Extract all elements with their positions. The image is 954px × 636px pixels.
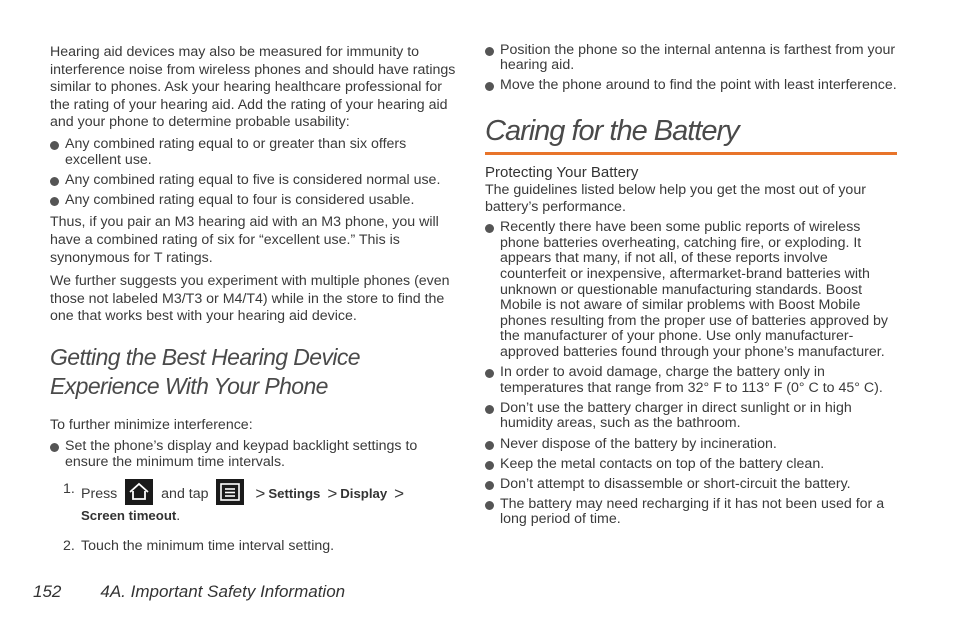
menu-icon (216, 479, 244, 505)
page-footer (33, 582, 345, 602)
antenna-list (485, 43, 897, 94)
list-item: The battery may need recharging if it has not been used for a long period of time. (485, 497, 897, 528)
bullet-icon (50, 141, 59, 150)
experiment-paragraph: We further suggests you experiment with multiple phones (even those not labeled M3/T3 or M4/T4) while in the store to find the one that works best with your hearing aid device. (50, 273, 450, 325)
list-item: Position the phone so the internal antenna is farthest from your hearing aid. (485, 43, 897, 74)
page-number: 152 (33, 582, 62, 601)
screen-timeout-label: Screen timeout (81, 508, 177, 524)
bullet-icon (50, 197, 59, 206)
section-heading: Getting the Best Hearing Device Experience With Your Phone (50, 343, 360, 399)
bullet-icon (485, 501, 494, 510)
battery-list (485, 220, 897, 528)
list-item: Recently there have been some public reports of wireless phone batteries overheating, catching fire, or exploding. It appears that many, if not all, of these reports involve counterfeit or inexpensive, aftermarket-brand batteries with unknown or questionable manufacturing standards. Boost Mobile is not aware of similar problems with Boost Mobile phones resulting from the proper use of batteries approved by the manufacturer of your phone. Use only manufacturer-approved batteries found through your phone’s manufacturer. (485, 220, 897, 360)
bullet-icon (485, 481, 494, 490)
steps-list (50, 481, 460, 555)
bullet-icon (485, 224, 494, 233)
protecting-battery-subheading: Protecting Your Battery (485, 163, 639, 181)
list-item: Don’t use the battery charger in direct sunlight or in high humidity areas, such as the bathroom. (485, 401, 897, 432)
settings-menu-label: Settings (268, 485, 321, 501)
guidelines-paragraph: The guidelines listed below help you get the most out of your battery’s performance. (485, 181, 866, 215)
bullet-icon (50, 177, 59, 186)
battery-heading: Caring for the Battery (485, 114, 739, 147)
bullet-icon (485, 47, 494, 56)
list-item: Never dispose of the battery by incineration. (485, 437, 897, 453)
list-item: Any combined rating equal to four is considered usable. (50, 193, 460, 209)
display-menu-label: Display (340, 485, 388, 501)
list-item: In order to avoid damage, charge the battery only in temperatures that range from 32° F to 113° F (0° C to 45° C). (485, 365, 897, 396)
minimize-intro: To further minimize interference: (50, 416, 253, 433)
list-item: Set the phone’s display and keypad backlight settings to ensure the minimum time intervals. (50, 439, 460, 470)
home-icon (125, 479, 153, 505)
settings-list (50, 439, 460, 470)
bullet-icon (485, 82, 494, 91)
list-item: Don’t attempt to disassemble or short-circuit the battery. (485, 477, 897, 493)
bullet-icon (485, 441, 494, 450)
list-item: Move the phone around to find the point with least interference. (485, 78, 897, 94)
list-item: Any combined rating equal to or greater than six offers excellent use. (50, 137, 460, 168)
bullet-icon (485, 369, 494, 378)
hearing-aid-intro: Hearing aid devices may also be measured for immunity to interference noise from wireless phones and should have ratings similar to phones. Ask your hearing healthcare professional for the rating of your hearing aid. Add the rating of your hearing aid and your phone to determine probable usability: (50, 44, 456, 131)
heading-rule (485, 152, 897, 155)
bullet-icon (485, 405, 494, 414)
step-1: 1. Press and tap > Settings > Display > Screen timeout. (63, 481, 405, 525)
bullet-icon (50, 443, 59, 452)
list-item: Any combined rating equal to five is considered normal use. (50, 173, 460, 189)
rating-list (50, 137, 460, 208)
bullet-icon (485, 461, 494, 470)
list-item: Keep the metal contacts on top of the battery clean. (485, 457, 897, 473)
step-2: 2. Touch the minimum time interval setting. (63, 538, 335, 555)
section-title: 4A. Important Safety Information (100, 582, 346, 601)
rating-example-paragraph: Thus, if you pair an M3 hearing aid with an M3 phone, you will have a combined rating of six for “excellent use.” This is synonymous for T ratings. (50, 214, 439, 266)
right-column (485, 42, 897, 528)
left-column (50, 44, 460, 555)
